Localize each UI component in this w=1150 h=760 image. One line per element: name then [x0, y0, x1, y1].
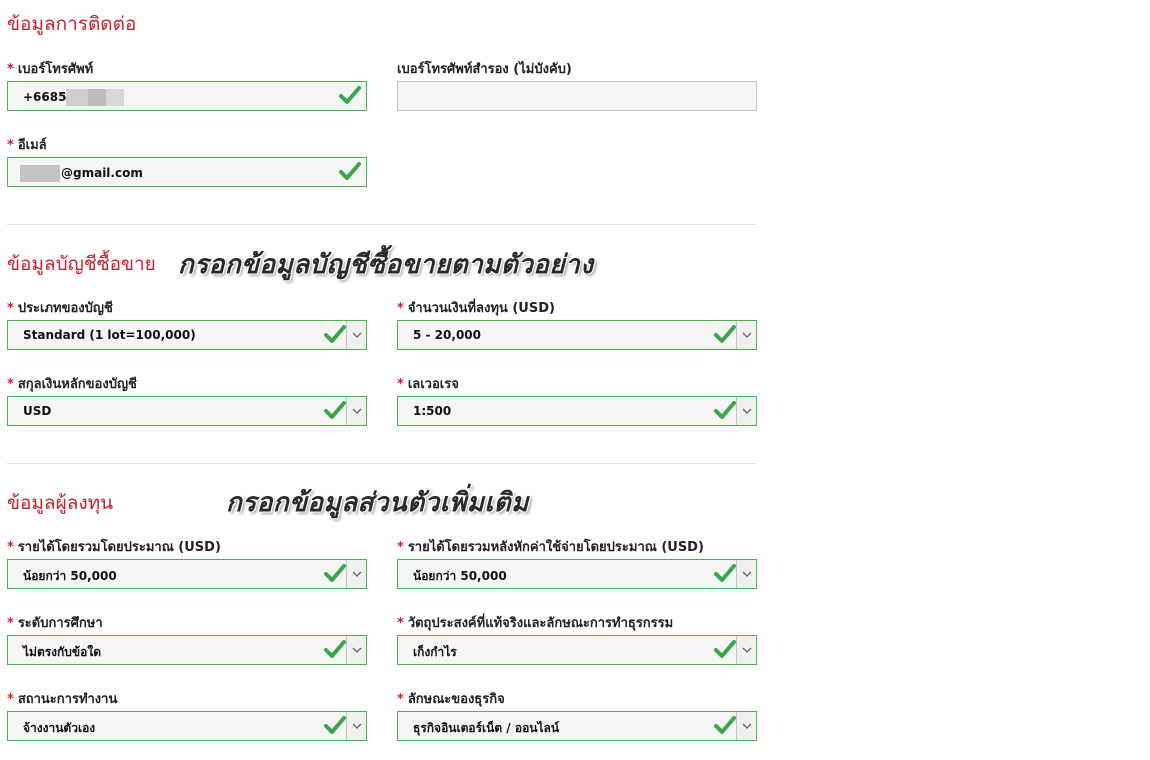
purpose-select[interactable] [397, 635, 757, 665]
invest-amount-value: 5 - 20,000 [413, 328, 481, 342]
phone-label [7, 58, 93, 79]
currency-select[interactable] [7, 396, 367, 426]
chevron-down-icon [352, 723, 362, 729]
business-label-text: ลักษณะของธุรกิจ [407, 692, 505, 707]
dropdown-button[interactable] [736, 712, 756, 740]
valid-check-icon [714, 563, 736, 583]
investor-annotation: กรอกข้อมูลส่วนตัวเพิ่มเติม [226, 488, 529, 518]
valid-check-icon [324, 639, 346, 659]
contact-section-title: ข้อมูลการติดต่อ [7, 13, 137, 35]
chevron-down-icon [742, 723, 752, 729]
currency-value: USD [23, 404, 52, 418]
income-label-text: รายได้โดยรวมโดยประมาณ (USD) [17, 540, 221, 555]
purpose-value: เก็งกำไร [413, 645, 457, 659]
income-select[interactable] [7, 559, 367, 589]
dropdown-button[interactable] [346, 397, 366, 425]
account-type-label [7, 297, 113, 318]
invest-amount-label [397, 297, 555, 318]
email-label-text: อีเมล์ [17, 138, 47, 153]
email-domain: @gmail.com [61, 166, 143, 180]
dropdown-button[interactable] [346, 560, 366, 588]
email-value [20, 165, 143, 182]
valid-check-icon [714, 715, 736, 735]
business-select[interactable] [397, 711, 757, 741]
redacted-block [88, 89, 106, 106]
currency-label-text: สกุลเงินหลักของบัญชี [17, 377, 137, 392]
investor-section-title: ข้อมูลผู้ลงทุน [7, 492, 114, 514]
education-label [7, 612, 103, 633]
dropdown-button[interactable] [346, 712, 366, 740]
email-field[interactable] [7, 157, 367, 187]
invest-amount-label-text: จำนวนเงินที่ลงทุน (USD) [407, 301, 555, 316]
leverage-label-text: เลเวอเรจ [407, 377, 459, 392]
chevron-down-icon [352, 408, 362, 414]
education-value: ไม่ตรงกับข้อใด [23, 645, 101, 659]
required-marker: * [7, 138, 14, 153]
chevron-down-icon [742, 332, 752, 338]
dropdown-button[interactable] [736, 321, 756, 349]
required-marker: * [7, 616, 14, 631]
account-type-label-text: ประเภทของบัญชี [17, 301, 113, 316]
chevron-down-icon [742, 408, 752, 414]
employment-select[interactable] [7, 711, 367, 741]
valid-check-icon [714, 400, 736, 420]
dropdown-button[interactable] [346, 636, 366, 664]
leverage-value: 1:500 [413, 404, 452, 418]
education-select[interactable] [7, 635, 367, 665]
net-income-value: น้อยกว่า 50,000 [413, 569, 507, 583]
required-marker: * [397, 301, 404, 316]
dropdown-button[interactable] [736, 560, 756, 588]
net-income-label [397, 536, 704, 557]
purpose-label-text: วัตถุประสงค์ที่แท้จริงและลักษณะการทำธุรกรรม [407, 616, 674, 631]
alt-phone-label: เบอร์โทรศัพท์สำรอง (ไม่บังคับ) [397, 62, 572, 77]
net-income-select[interactable] [397, 559, 757, 589]
income-label [7, 536, 221, 557]
valid-check-icon [324, 324, 346, 344]
account-type-select[interactable] [7, 320, 367, 350]
currency-label [7, 373, 137, 394]
required-marker: * [7, 540, 14, 555]
alt-phone-field[interactable] [397, 81, 757, 111]
valid-check-icon [339, 85, 361, 105]
email-label [7, 134, 47, 155]
account-type-value: Standard (1 lot=100,000) [23, 328, 196, 342]
required-marker: * [397, 540, 404, 555]
dropdown-button[interactable] [736, 397, 756, 425]
phone-label-text: เบอร์โทรศัพท์ [17, 62, 94, 77]
phone-prefix: +6685 [23, 90, 67, 104]
valid-check-icon [324, 563, 346, 583]
income-value: น้อยกว่า 50,000 [23, 569, 117, 583]
leverage-label [397, 373, 459, 394]
purpose-label [397, 612, 673, 633]
chevron-down-icon [352, 332, 362, 338]
employment-label [7, 688, 117, 709]
required-marker: * [397, 377, 404, 392]
redacted-block [20, 165, 60, 182]
required-marker: * [7, 62, 14, 77]
employment-value: จ้างงานตัวเอง [23, 721, 96, 735]
education-label-text: ระดับการศึกษา [17, 616, 103, 631]
section-divider [7, 224, 757, 225]
net-income-label-text: รายได้โดยรวมหลังหักค่าใช้จ่ายโดยประมาณ (USD) [407, 540, 704, 555]
valid-check-icon [339, 161, 361, 181]
section-divider [7, 463, 757, 464]
required-marker: * [397, 616, 404, 631]
trading-annotation: กรอกข้อมูลบัญชีซื้อขายตามตัวอย่าง [178, 250, 594, 280]
business-label [397, 688, 505, 709]
leverage-select[interactable] [397, 396, 757, 426]
chevron-down-icon [742, 571, 752, 577]
valid-check-icon [324, 715, 346, 735]
valid-check-icon [714, 639, 736, 659]
chevron-down-icon [352, 647, 362, 653]
business-value: ธุรกิจอินเตอร์เน็ต / ออนไลน์ [413, 721, 560, 735]
dropdown-button[interactable] [346, 321, 366, 349]
employment-label-text: สถานะการทำงาน [17, 692, 118, 707]
valid-check-icon [324, 400, 346, 420]
chevron-down-icon [742, 647, 752, 653]
redacted-block [66, 89, 88, 106]
invest-amount-select[interactable] [397, 320, 757, 350]
chevron-down-icon [352, 571, 362, 577]
required-marker: * [7, 692, 14, 707]
phone-field[interactable] [7, 81, 367, 111]
redacted-block [106, 89, 124, 106]
trading-section-title: ข้อมูลบัญชีซื้อขาย [7, 253, 156, 275]
dropdown-button[interactable] [736, 636, 756, 664]
required-marker: * [397, 692, 404, 707]
phone-value [23, 89, 124, 106]
valid-check-icon [714, 324, 736, 344]
required-marker: * [7, 377, 14, 392]
required-marker: * [7, 301, 14, 316]
